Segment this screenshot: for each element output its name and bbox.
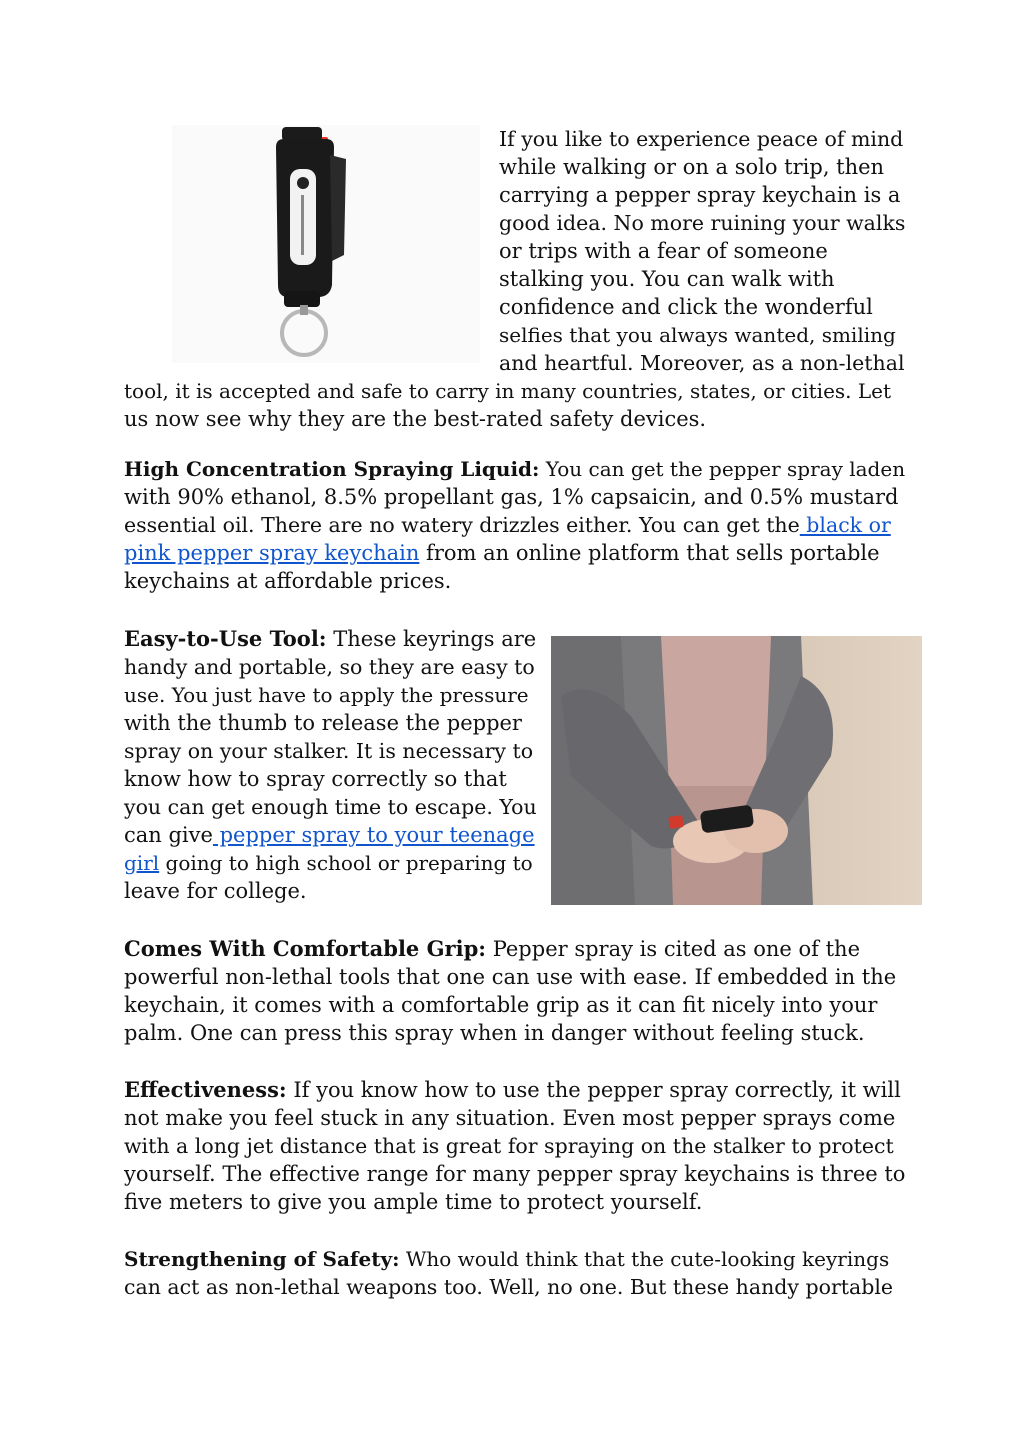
paragraph-line: with a long jet distance that is great for spraying on the stalker to protect [124, 1134, 894, 1158]
hands-holding-spray-image [551, 636, 922, 905]
paragraph-line: leave for college. [124, 879, 307, 903]
paragraph-line: Effectiveness: If you know how to use the pepper spray correctly, it will [124, 1077, 901, 1102]
paragraph-line: keychains at affordable prices. [124, 569, 452, 593]
paragraph-line: powerful non-lethal tools that one can use with ease. If embedded in the [124, 965, 897, 989]
paragraph-line: girl going to high school or preparing to [124, 851, 533, 875]
intro-line: carrying a pepper spray keychain is a [499, 183, 901, 207]
teenage-girl-link-cont[interactable]: girl [124, 851, 160, 875]
teenage-girl-link[interactable]: pepper spray to your teenage [212, 823, 535, 847]
paragraph-line: with 90% ethanol, 8.5% propellant gas, 1% capsaicin, and 0.5% mustard [124, 485, 899, 509]
paragraph-line: palm. One can press this spray when in danger without feeling stuck. [124, 1021, 865, 1045]
paragraph-line: you can get enough time to escape. You [124, 795, 537, 819]
paragraph-line: yourself. The effective range for many pepper spray keychains is three to [124, 1162, 906, 1186]
paragraph-line: Comes With Comfortable Grip: Pepper spray is cited as one of the [124, 936, 861, 961]
pepper-spray-keychain-image [172, 125, 480, 363]
paragraph-line: know how to spray correctly so that [124, 767, 507, 791]
paragraph-line: can give pepper spray to your teenage [124, 823, 535, 847]
paragraph-line: use. You just have to apply the pressure [124, 683, 529, 707]
paragraph-line: essential oil. There are no watery drizzles either. You can get the black or [124, 513, 891, 537]
section-heading: Effectiveness: [124, 1077, 287, 1102]
section-heading: Comes With Comfortable Grip: [124, 936, 487, 961]
intro-line: tool, it is accepted and safe to carry in many countries, states, or cities. Let [124, 379, 892, 403]
paragraph-line: spray on your stalker. It is necessary to [124, 739, 534, 763]
intro-line: stalking you. You can walk with [499, 267, 835, 291]
intro-line: or trips with a fear of someone [499, 239, 828, 263]
paragraph-line: not make you feel stuck in any situation. Even most pepper sprays come [124, 1106, 896, 1130]
intro-line: good idea. No more ruining your walks [499, 211, 906, 235]
intro-line: us now see why they are the best-rated safety devices. [124, 407, 707, 431]
paragraph-line: High Concentration Spraying Liquid: You can get the pepper spray laden [124, 457, 906, 481]
paragraph-line: pink pepper spray keychain from an online platform that sells portable [124, 541, 880, 565]
black-pink-keychain-link-cont[interactable]: pink pepper spray keychain [124, 541, 420, 565]
section-heading: High Concentration Spraying Liquid: [124, 457, 540, 481]
paragraph-line: five meters to give you ample time to protect yourself. [124, 1190, 703, 1214]
intro-line: confidence and click the wonderful [499, 295, 873, 319]
intro-line: selfies that you always wanted, smiling [499, 323, 896, 347]
intro-line: If you like to experience peace of mind [499, 127, 904, 151]
section-heading: Easy-to-Use Tool: [124, 626, 327, 651]
paragraph-line: handy and portable, so they are easy to [124, 655, 535, 679]
paragraph-line: can act as non-lethal weapons too. Well, no one. But these handy portable [124, 1275, 894, 1299]
intro-line: while walking or on a solo trip, then [499, 155, 885, 179]
paragraph-line: Easy-to-Use Tool: These keyrings are [124, 626, 537, 651]
section-heading: Strengthening of Safety: [124, 1247, 400, 1271]
black-pink-keychain-link[interactable]: black or [799, 513, 891, 537]
paragraph-line: with the thumb to release the pepper [124, 711, 522, 735]
paragraph-line: Strengthening of Safety: Who would think that the cute-looking keyrings [124, 1247, 890, 1271]
paragraph-line: keychain, it comes with a comfortable grip as it can fit nicely into your [124, 993, 878, 1017]
intro-line: and heartful. Moreover, as a non-lethal [499, 351, 905, 375]
